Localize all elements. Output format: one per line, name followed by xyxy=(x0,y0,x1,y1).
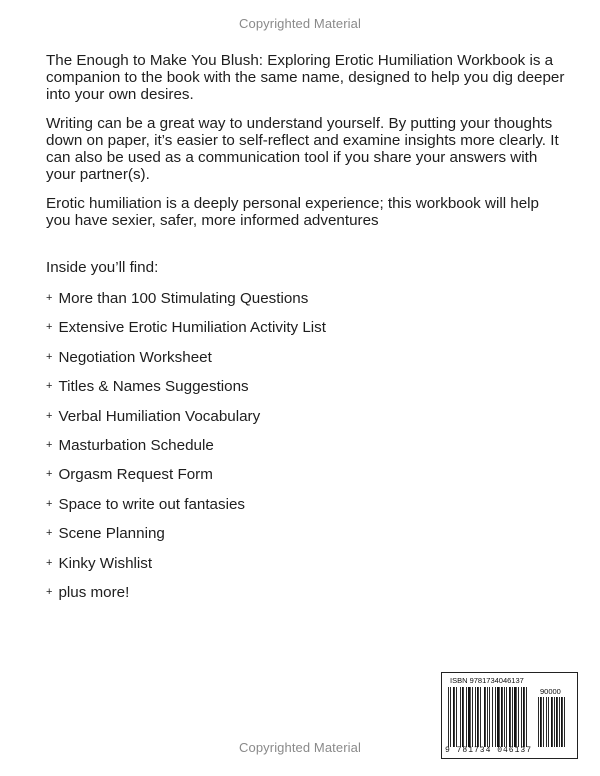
list-item xyxy=(46,437,566,466)
list-item xyxy=(46,378,566,407)
barcode-stripe xyxy=(495,687,496,747)
intro-paragraph: The Enough to Make You Blush: Exploring Erotic Humiliation Workbook is a companion to the book with the same name, designed to help you dig deeper into your own desires. xyxy=(46,52,565,103)
list-item xyxy=(46,555,566,584)
barcode-stripe xyxy=(456,687,457,747)
barcode-stripe xyxy=(518,687,519,747)
list-item-label: Extensive Erotic Humiliation Activity List xyxy=(58,319,326,337)
plus-icon: + xyxy=(46,585,53,598)
writing-paragraph: Writing can be a great way to understand yourself. By putting your thoughts down on paper, it’s easier to self-reflect and examine insights more clearly. It can also be used as a communication tool if you share your answers with your partner(s). xyxy=(46,115,559,183)
plus-icon: + xyxy=(46,350,53,363)
list-item-label: More than 100 Stimulating Questions xyxy=(58,290,309,307)
plus-icon: + xyxy=(46,438,53,451)
experience-paragraph: Erotic humiliation is a deeply personal experience; this workbook will help you have sexier, safer, more informed adventures xyxy=(46,195,540,229)
barcode-stripe xyxy=(475,687,476,747)
list-item-label: Scene Planning xyxy=(58,525,165,543)
barcode-stripe xyxy=(472,687,473,747)
list-item xyxy=(46,466,566,495)
barcode-stripe xyxy=(480,687,481,747)
list-item-label: Space to write out fantasies xyxy=(58,495,246,513)
list-item xyxy=(46,408,566,437)
plus-icon: + xyxy=(46,497,53,510)
list-item xyxy=(46,349,566,378)
barcode-bars xyxy=(448,687,533,747)
barcode-stripe xyxy=(521,687,522,747)
list-item-label: Verbal Humiliation Vocabulary xyxy=(58,407,261,425)
plus-icon: + xyxy=(46,409,53,422)
barcode-stripe xyxy=(477,687,479,747)
list-item xyxy=(46,496,566,525)
copyright-watermark-top: Copyrighted Material xyxy=(239,16,361,31)
barcode-stripe xyxy=(460,687,461,747)
barcode-stripe xyxy=(506,687,507,747)
barcode-stripe xyxy=(489,687,490,747)
plus-icon: + xyxy=(46,380,53,393)
plus-icon: + xyxy=(46,527,53,540)
plus-icon: + xyxy=(46,468,53,481)
plus-icon: + xyxy=(46,292,53,304)
list-item-label: Negotiation Worksheet xyxy=(58,348,212,366)
barcode-stripe xyxy=(523,687,525,747)
list-item-label: Kinky Wishlist xyxy=(58,554,153,572)
barcode-stripe xyxy=(492,687,493,747)
list-item xyxy=(46,525,566,554)
plus-icon: + xyxy=(46,321,53,334)
isbn-label: ISBN 9781734046137 xyxy=(450,676,524,685)
barcode-stripe xyxy=(501,687,503,747)
barcode-stripe xyxy=(497,687,500,747)
list-item xyxy=(46,584,566,613)
list-item xyxy=(46,319,566,348)
list-item-label: plus more! xyxy=(58,583,130,601)
barcode-digits: 9 781734 046137 xyxy=(445,746,533,755)
barcode-stripe xyxy=(462,687,464,747)
barcode-stripe xyxy=(468,687,471,747)
list-item-label: Titles & Names Suggestions xyxy=(58,378,249,396)
list-item-label: Orgasm Request Form xyxy=(58,466,213,484)
barcode-stripe xyxy=(512,687,513,747)
barcode-stripe xyxy=(509,687,511,747)
inside-heading: Inside you’ll find: xyxy=(46,259,159,276)
barcode-stripe xyxy=(526,687,527,747)
feature-list xyxy=(46,290,566,613)
barcode-stripe xyxy=(466,687,467,747)
back-cover-text xyxy=(46,52,566,613)
price-code: 90000 xyxy=(540,687,561,696)
barcode-stripe xyxy=(514,687,517,747)
list-item xyxy=(46,290,566,319)
copyright-watermark-bottom: Copyrighted Material xyxy=(239,740,361,755)
barcode-stripe xyxy=(484,687,486,747)
list-item-label: Masturbation Schedule xyxy=(58,436,214,454)
barcode-stripe xyxy=(504,687,505,747)
plus-icon: + xyxy=(46,556,53,569)
barcode-stripe xyxy=(487,687,488,747)
barcode-stripe xyxy=(450,687,451,747)
barcode-stripe xyxy=(453,687,455,747)
barcode-stripe xyxy=(448,687,449,747)
